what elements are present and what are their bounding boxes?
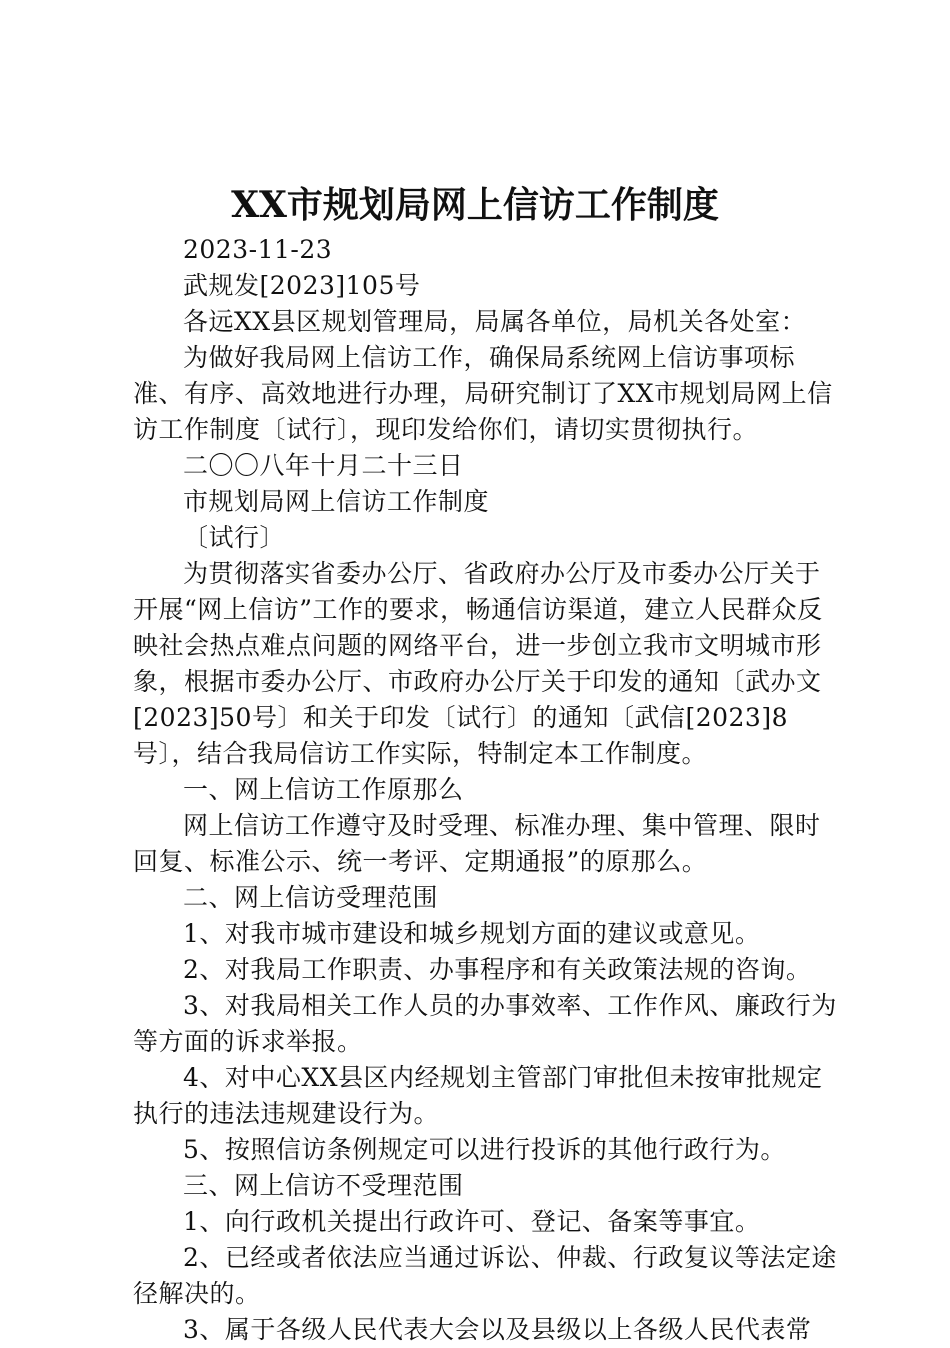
list-item: 3、属于各级人民代表大会以及县级以上各级人民代表常 <box>183 1315 812 1344</box>
intro-paragraph: 为做好我局网上信访工作，确保局系统网上信访事项标准、有序、高效地进行办理，局研究制订了XX市规划局网上信访工作制度〔试行〕，现印发给你们，请切实贯彻执行。 <box>133 343 833 444</box>
section-1-text: 网上信访工作遵守及时受理、标准办理、集中管理、限时回复、标准公示、统一考评、定期通报”的原那么。 <box>133 811 821 876</box>
section-heading-2: 二、网上信访受理范围 <box>183 883 439 912</box>
list-item: 5、按照信访条例规定可以进行投诉的其他行政行为。 <box>183 1135 786 1164</box>
list-item: 4、对中心XX县区内经规划主管部门审批但未按审批规定执行的违法违规建设行为。 <box>133 1063 823 1128</box>
section-heading-3: 三、网上信访不受理范围 <box>183 1171 464 1200</box>
trial-note: 〔试行〕 <box>183 523 286 552</box>
document-title: XX市规划局网上信访工作制度 <box>231 184 719 226</box>
list-item: 1、对我市城市建设和城乡规划方面的建议或意见。 <box>183 919 761 948</box>
issue-date: 二〇〇八年十月二十三日 <box>183 451 464 480</box>
salutation: 各远XX县区规划管理局，局属各单位，局机关各处室： <box>183 307 807 336</box>
section-heading-1: 一、网上信访工作原那么 <box>183 775 464 804</box>
document-body <box>133 232 843 1348</box>
list-item: 2、已经或者依法应当通过诉讼、仲裁、行政复议等法定途径解决的。 <box>133 1243 837 1308</box>
list-item: 2、对我局工作职责、办事程序和有关政策法规的咨询。 <box>183 955 812 984</box>
document-date: 2023-11-23 <box>183 235 333 264</box>
subtitle: 市规划局网上信访工作制度 <box>183 487 490 516</box>
preamble-paragraph: 为贯彻落实省委办公厅、省政府办公厅及市委办公厅关于开展“网上信访”工作的要求，畅通信访渠道，建立人民群众反映社会热点难点问题的网络平台，进一步创立我市文明城市形象，根据市委办公厅、市政府办公厅关于印发的通知〔武办文[2023]50号〕和关于印发〔试行〕的通知〔武信[2023]8号〕，结合我局信访工作实际，特制定本工作制度。 <box>133 559 823 768</box>
list-item: 3、对我局相关工作人员的办事效率、工作作风、廉政行为等方面的诉求举报。 <box>133 991 837 1056</box>
document-number: 武规发[2023]105号 <box>183 271 421 300</box>
list-item: 1、向行政机关提出行政许可、登记、备案等事宜。 <box>183 1207 761 1236</box>
